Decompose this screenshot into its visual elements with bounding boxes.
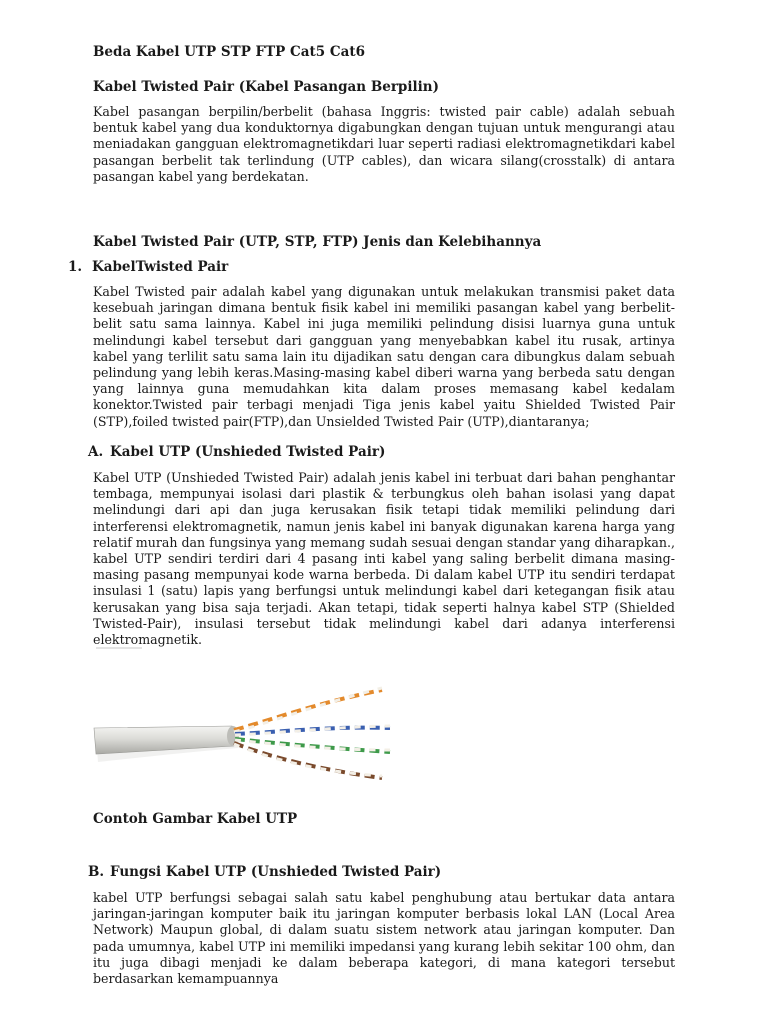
paragraph-utp-function: kabel UTP berfungsi sebagai salah satu kabel penghubung atau bertukar data antara jaringan-jaringan komputer baik itu jaringan komputer berbasis lokal LAN (Local Area Network) Maupun global, di dalam suatu sistem network atau jaringan komputer. Dan pada umumnya, kabel UTP ini memiliki impedansi yang kurang lebih sekitar 100 ohm, dan itu juga dibagi menjadi ke dalam beberapa kategori, di mana kategori tersebut berdasarkan kemampuannya [93, 890, 675, 987]
paragraph-twisted-pair-description: Kabel Twisted pair adalah kabel yang digunakan untuk melakukan transmisi paket data kesebuah jaringan dimana bentuk fisik kabel ini memiliki pasangan kabel yang berbelit-belit satu sama lainnya. Kabel ini juga memiliki pelindung disisi luarnya guna untuk melindungi kabel tersebut dari gangguan yang menyebabkan kabel itu rusak, artinya kabel yang terlilit satu sama lain itu dijadikan satu dengan cara dibungkus dalam sebuah pelindung yang lebih keras.Masing-masing kabel diberi warna yang berbeda satu dengan yang lainnya guna memudahkan kita dalam proses memasang kabel kedalam konektor.Twisted pair terbagi menjadi Tiga jenis kabel yaitu Shielded Twisted Pair (STP),foiled twisted pair(FTP),dan Unsielded Twisted Pair (UTP),diantaranya; [93, 284, 675, 429]
section-heading-types: Kabel Twisted Pair (UTP, STP, FTP) Jenis dan Kelebihannya [93, 234, 542, 250]
subsection-letter-b: B. [88, 864, 105, 880]
utp-cable-image [92, 640, 402, 790]
list-item-heading [68, 259, 228, 275]
section-heading-twisted-pair: Kabel Twisted Pair (Kabel Pasangan Berpilin) [93, 79, 439, 95]
figure-caption: Contoh Gambar Kabel UTP [93, 811, 298, 827]
subsection-heading-a [88, 444, 385, 460]
paragraph-twisted-pair-definition: Kabel pasangan berpilin/berbelit (bahasa Inggris: twisted pair cable) adalah sebuah bentuk kabel yang dua konduktornya digabungkan dengan tujuan untuk mengurangi atau meniadakan gangguan elektromagnetikdari luar seperti radiasi elektromagnetikdari kabel pasangan berbelit tak terlindung (UTP cables), dan wicara silang(crosstalk) di antara pasangan kabel yang berdekatan. [93, 104, 675, 184]
document-title: Beda Kabel UTP STP FTP Cat5 Cat6 [93, 44, 365, 60]
subsection-letter-a: A. [88, 444, 104, 460]
paragraph-utp-description: Kabel UTP (Unshieded Twisted Pair) adalah jenis kabel ini terbuat dari bahan penghantar tembaga, mempunyai isolasi dari plastik & terbungkus oleh bahan isolasi yang dapat melindungi dari api dan juga kerusakan fisik tetapi tidak memiliki pelindung dari interferensi elektromagnetik, namun jenis kabel ini banyak digunakan karena harga yang relatif murah dan fungsinya yang memang sudah sesuai dengan standar yang diharapkan., kabel UTP sendiri terdiri dari 4 pasang inti kabel yang saling berbelit dimana masing-masing pasang mempunyai kode warna berbeda. Di dalam kabel UTP itu sendiri terdapat insulasi 1 (satu) lapis yang berfungsi untuk melindungi kabel dari ketegangan fisik atau kerusakan yang bisa saja terjadi. Akan tetapi, tidak seperti halnya kabel STP (Shielded Twisted-Pair), insulasi tersebut tidak melindungi kabel dari adanya interferensi elektromagnetik. [93, 470, 675, 648]
list-heading-text: KabelTwisted Pair [92, 259, 229, 275]
list-number: 1. [68, 259, 83, 275]
subsection-heading-b-text: Fungsi Kabel UTP (Unshieded Twisted Pair) [110, 864, 442, 880]
subsection-heading-a-text: Kabel UTP (Unshieded Twisted Pair) [110, 444, 386, 460]
subsection-heading-b [88, 864, 441, 880]
